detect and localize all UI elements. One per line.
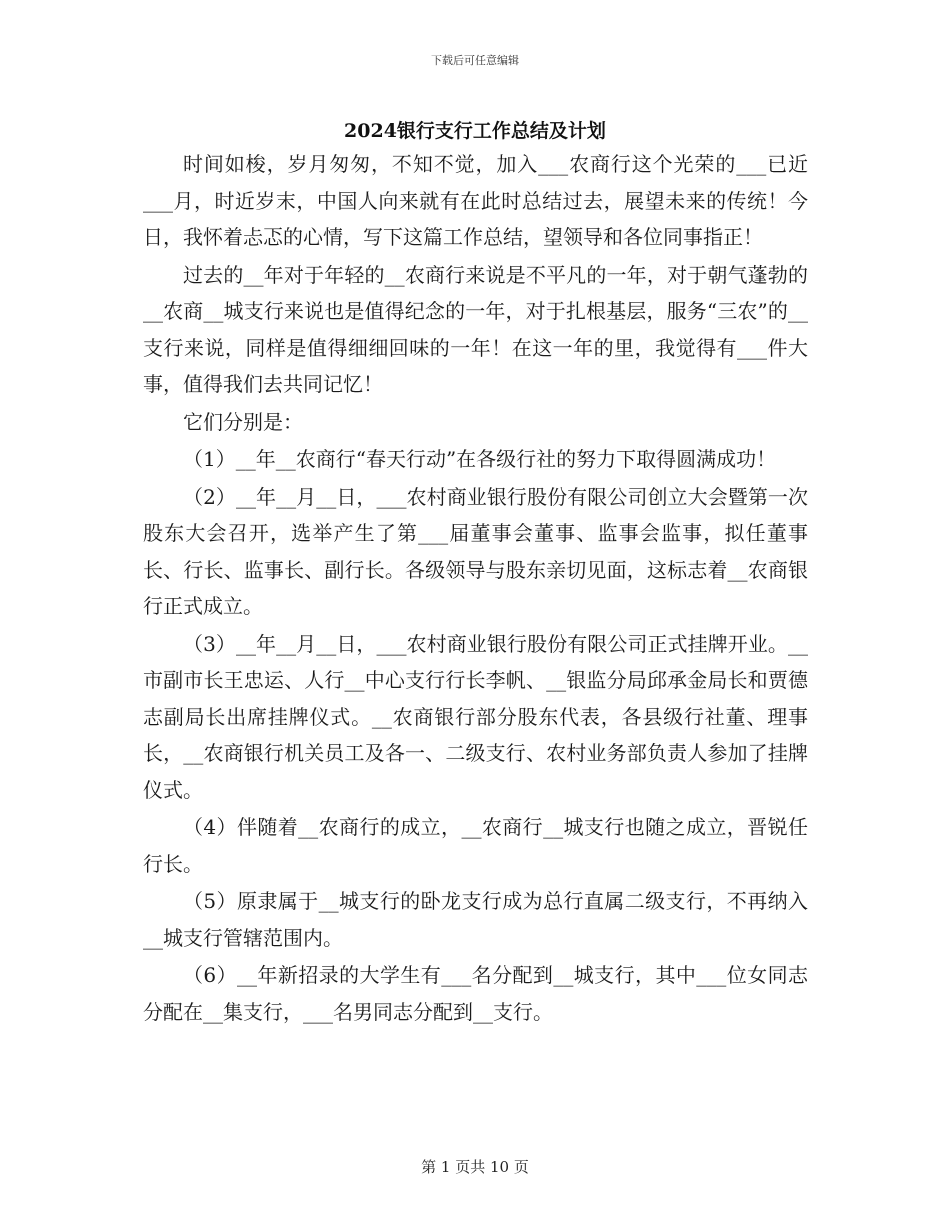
list-item-3: （3）__年__月__日，___农村商业银行股份有限公司正式挂牌开业。__市副市长王忠运、人行__中心支行行长李帆、__银监分局邱承金局长和贾德志副局长出席挂牌仪式。__农商银行部分股东代表，各县级行社董、理事长，__农商银行机关员工及各一、二级支行、农村业务部负责人参加了挂牌仪式。 xyxy=(143,631,808,802)
document-title: 2024银行支行工作总结及计划 xyxy=(344,120,606,142)
list-item-5: （5）原隶属于__城支行的卧龙支行成为总行直属二级支行，不再纳入__城支行管辖范围内。 xyxy=(143,889,808,950)
document-body xyxy=(143,146,808,1031)
list-item-6: （6）__年新招录的大学生有___名分配到__城支行，其中___位女同志分配在__集支行，___名男同志分配到__支行。 xyxy=(143,963,808,1024)
paragraph-list-intro: 它们分别是： xyxy=(183,409,303,434)
page-header: 下载后可任意编辑 xyxy=(431,54,519,67)
list-item-2: （2）__年__月__日，___农村商业银行股份有限公司创立大会暨第一次股东大会召开，选举产生了第___届董事会董事、监事会监事，拟任董事长、行长、监事长、副行长。各级领导与股东亲切见面，这标志着__农商银行正式成立。 xyxy=(143,484,808,618)
list-item-4: （4）伴随着__农商行的成立，__农商行__城支行也随之成立，晋锐任行长。 xyxy=(143,815,808,876)
page-number: 第 1 页共 10 页 xyxy=(421,1158,529,1176)
list-item-1: （1）__年__农商行“春天行动”在各级行社的努力下取得圆满成功！ xyxy=(183,447,777,471)
paragraph-past-year: 过去的__年对于年轻的__农商行来说是不平凡的一年，对于朝气蓬勃的__农商__城支行来说也是值得纪念的一年，对于扎根基层，服务“三农”的__支行来说，同样是值得细细回味的一年！在这一年的里，我觉得有___件大事，值得我们去共同记忆！ xyxy=(143,262,808,396)
paragraph-intro: 时间如梭，岁月匆匆，不知不觉，加入___农商行这个光荣的___已近___月，时近岁末，中国人向来就有在此时总结过去，展望未来的传统！今日，我怀着忐忑的心情，写下这篇工作总结，望领导和各位同事指正！ xyxy=(143,152,808,249)
